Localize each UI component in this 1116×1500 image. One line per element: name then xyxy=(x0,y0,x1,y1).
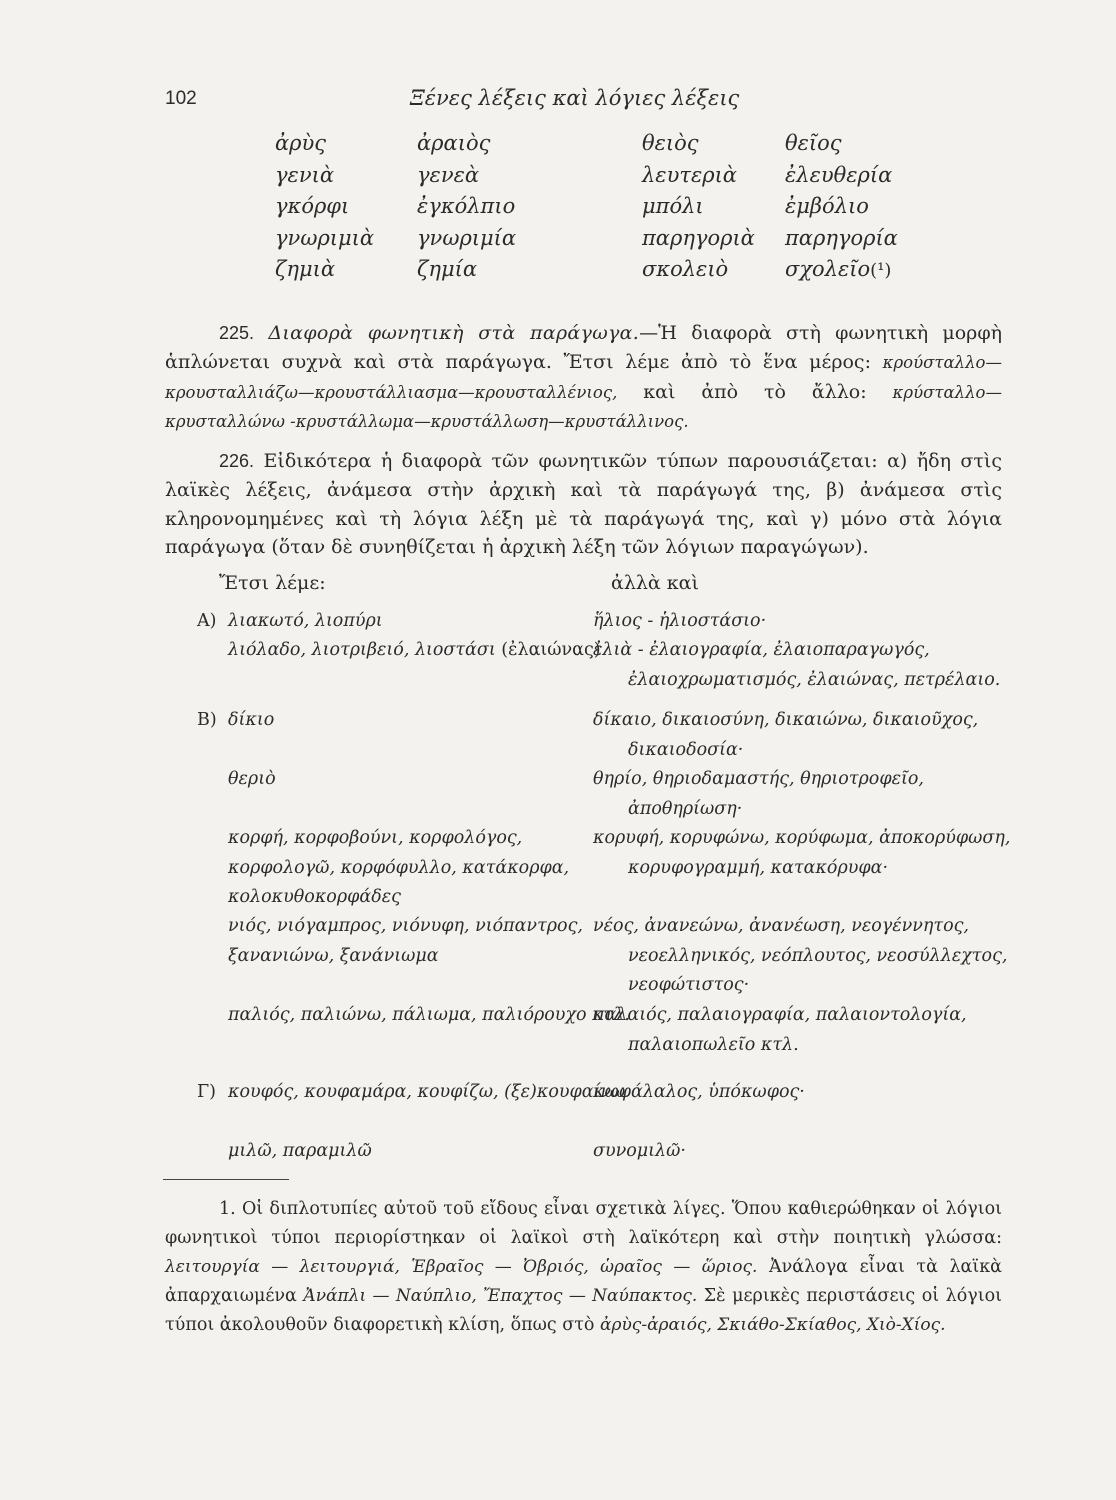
example-right xyxy=(593,765,1038,824)
example-text: νέος, ἀνανεώνω, ἀνανέωση, νεογέννητος, νεοελληνικός, νεόπλουτος, νεοσύλλεχτος, νεοφώτιστος· xyxy=(593,916,1008,995)
example-left xyxy=(165,765,633,795)
example-right xyxy=(593,607,1003,637)
word-column-1 xyxy=(275,128,374,286)
example-left xyxy=(165,636,633,666)
body-text: Εἰδικότερα ἡ διαφορὰ τῶν φωνητικῶν τύπων παρουσιάζεται: α) ἤδη στὶς λαϊκὲς λέξεις, ἀνάμεσα στὴν ἀρχικὴ καὶ τὰ παράγωγά της, β) ἀνάμεσα στὶς κληρονομημένες καὶ τὴ λόγια λέξη μὲ τὰ παράγωγά της, καὶ γ) μόνο στὰ λόγια παράγωγα (ὅταν δὲ συνηθίζεται ἡ ἀρχικὴ λέξη τῶν λόγιων παραγώγων). xyxy=(165,450,1003,559)
example-words: κρύσταλλο—κρυσταλλώνω -κρυστάλλωμα—κρυστάλλωση—κρυστάλλινος. xyxy=(165,382,1002,432)
example-text: δίκαιο, δικαιοσύνη, δικαιώνω, δικαιοῦχος, δικαιοδοσία· xyxy=(593,710,979,760)
example-text: λιόλαδο, λιοτριβειό, λιοστάσι xyxy=(228,640,496,660)
section-number: 225. xyxy=(219,323,255,343)
section-225 xyxy=(165,319,1002,437)
group-label: Β) xyxy=(197,710,217,730)
footnote-example: Ἀνάπλι — Ναύπλιο, Ἔπαχτος — Ναύπακτος. xyxy=(303,1286,698,1306)
example-text: δίκιο xyxy=(228,710,275,730)
word-cell: θειὸς xyxy=(642,131,699,155)
example-right xyxy=(593,1001,1038,1060)
running-title: Ξένες λέξεις καὶ λόγιες λέξεις xyxy=(410,86,740,110)
group-label: Α) xyxy=(197,611,217,631)
example-right xyxy=(593,1078,1003,1108)
word-cell: γνωριμία xyxy=(417,225,517,250)
footnote-example: ἀρὺς-ἀραιός, Σκιάθο-Σκίαθος, Χιὸ-Χίος. xyxy=(600,1315,946,1335)
word-cell: γενεὰ xyxy=(417,162,480,187)
example-right xyxy=(593,824,1038,883)
word-cell: ἐλευθερία xyxy=(785,162,893,187)
footnote-number: 1. xyxy=(219,1199,236,1219)
page-number: 102 xyxy=(165,88,197,109)
word-cell: παρηγορία xyxy=(785,225,898,250)
example-right xyxy=(593,1137,1003,1167)
example-text: μιλῶ, παραμιλῶ xyxy=(228,1141,372,1161)
example-text: κορυφή, κορυφώνω, κορύφωμα, ἀποκορύφωση, κορυφογραμμή, κατακόρυφα· xyxy=(593,828,1011,878)
example-right xyxy=(593,706,1038,765)
word-cell: γκόρφι xyxy=(275,194,350,218)
footnote-text: Οἱ διπλοτυπίες αὐτοῦ τοῦ εἴδους εἶναι σχετικὰ λίγες. Ὅπου καθιερώθηκαν οἱ λόγιοι φωνητικοὶ τύποι περιορίστηκαν οἱ λαϊκοὶ στὴ λαϊκότερη καὶ στὴν ποιητικὴ γλώσσα: xyxy=(165,1199,1002,1248)
example-text: θηρίο, θηριοδαμαστής, θηριοτροφεῖο, ἀποθηρίωση· xyxy=(593,769,924,819)
word-cell: ἀραιὸς xyxy=(417,131,491,155)
word-cell: μπόλι xyxy=(642,194,704,218)
example-text: παλαιός, παλαιογραφία, παλαιοντολογία, παλαιοπωλεῖο κτλ. xyxy=(593,1005,967,1055)
footnote-example: λειτουργία — λειτουργιά, Ἑβραῖος — Ὀβριός, ὡραῖος — ὥριος. xyxy=(165,1257,758,1277)
example-text: λιακωτό, λιοπύρι xyxy=(228,611,383,631)
example-words: κρούσταλλο—κρουσταλλιάζω—κρουστάλλιασμα—κρουσταλλένιος, xyxy=(165,352,1002,402)
word-cell: ἐμβόλιο xyxy=(785,194,869,218)
example-left xyxy=(165,607,633,637)
example-text: κουφός, κουφαμάρα, κουφίζω, (ξε)κουφαίνω xyxy=(228,1082,626,1102)
example-left xyxy=(165,706,633,736)
footnote-marker: (¹) xyxy=(870,260,892,281)
word-cell: ζημία xyxy=(417,257,478,281)
word-text: σχολεῖο xyxy=(785,257,871,281)
word-cell: ἐγκόλπιο xyxy=(417,194,516,218)
word-cell: θεῖος xyxy=(785,131,842,155)
example-text: θεριὸ xyxy=(228,769,276,789)
word-column-3 xyxy=(642,128,755,286)
word-column-2 xyxy=(417,128,516,286)
footnote-text: Σὲ μερικὲς περιστάσεις οἱ λόγιοι τύποι ἀκολουθοῦν διαφορετικὴ κλίση, ὅπως στὸ xyxy=(165,1286,1002,1335)
example-text: ἐλιὰ - ἐλαιογραφία, ἐλαιοπαραγωγός, ἐλαιοχρωματισμός, ἐλαιώνας, πετρέλαιο. xyxy=(593,640,1001,690)
word-column-4 xyxy=(785,128,898,287)
word-cell: σκολειὸ xyxy=(642,257,729,281)
example-text: παλιός, παλιώνω, πάλιωμα, παλιόρουχο κτλ. xyxy=(228,1005,630,1025)
word-cell: ζημιὰ xyxy=(275,257,336,281)
word-cell: παρηγοριὰ xyxy=(642,225,755,250)
section-226 xyxy=(165,447,1002,562)
section-heading: Διαφορὰ φωνητικὴ στὰ παράγωγα. xyxy=(268,322,640,344)
example-left xyxy=(165,1001,633,1031)
examples-intro-left: Ἔτσι λέμε: xyxy=(219,572,326,594)
word-cell: γενιὰ xyxy=(275,162,335,187)
example-text: νιός, νιόγαμπρος, νιόνυφη, νιόπαντρος, ξανανιώνω, ξανάνιωμα xyxy=(228,916,583,966)
section-number: 226. xyxy=(219,451,255,471)
example-gloss: (ἐλαιώνας) xyxy=(501,640,601,660)
example-text: κωφάλαλος, ὑπόκωφος· xyxy=(593,1082,805,1102)
example-text: συνομιλῶ· xyxy=(593,1141,686,1161)
example-text: κορφή, κορφοβούνι, κορφολόγος, κορφολογῶ, κορφόφυλλο, κατάκορφα, κολοκυθοκορφάδες xyxy=(228,828,570,907)
body-text: —Ἡ διαφορὰ στὴ φωνητικὴ μορφὴ ἁπλώνεται συχνὰ καὶ στὰ παράγωγα. Ἔτσι λέμε ἀπὸ τὸ ἕνα μέρος: xyxy=(165,322,1003,373)
footnote-text: Ἀνάλογα εἶναι τὰ λαϊκὰ ἀπαρχαιωμένα xyxy=(165,1257,1002,1306)
group-label: Γ) xyxy=(197,1082,216,1102)
example-left xyxy=(165,824,633,913)
example-right xyxy=(593,636,1038,695)
example-left xyxy=(165,1078,633,1108)
word-cell: γνωριμιὰ xyxy=(275,225,375,250)
body-text: καὶ ἀπὸ τὸ ἄλλο: xyxy=(643,380,867,403)
word-cell: ἀρὺς xyxy=(275,131,327,155)
word-cell: λευτεριὰ xyxy=(642,162,737,187)
example-right xyxy=(593,912,1038,1001)
word-cell xyxy=(785,254,898,287)
example-text: ἥλιος - ἡλιοστάσιο· xyxy=(593,611,767,631)
footnote-divider xyxy=(163,1179,289,1180)
example-left xyxy=(165,1137,633,1167)
examples-intro-right: ἀλλὰ καὶ xyxy=(611,572,699,594)
footnote xyxy=(165,1195,1002,1340)
example-left xyxy=(165,912,633,971)
